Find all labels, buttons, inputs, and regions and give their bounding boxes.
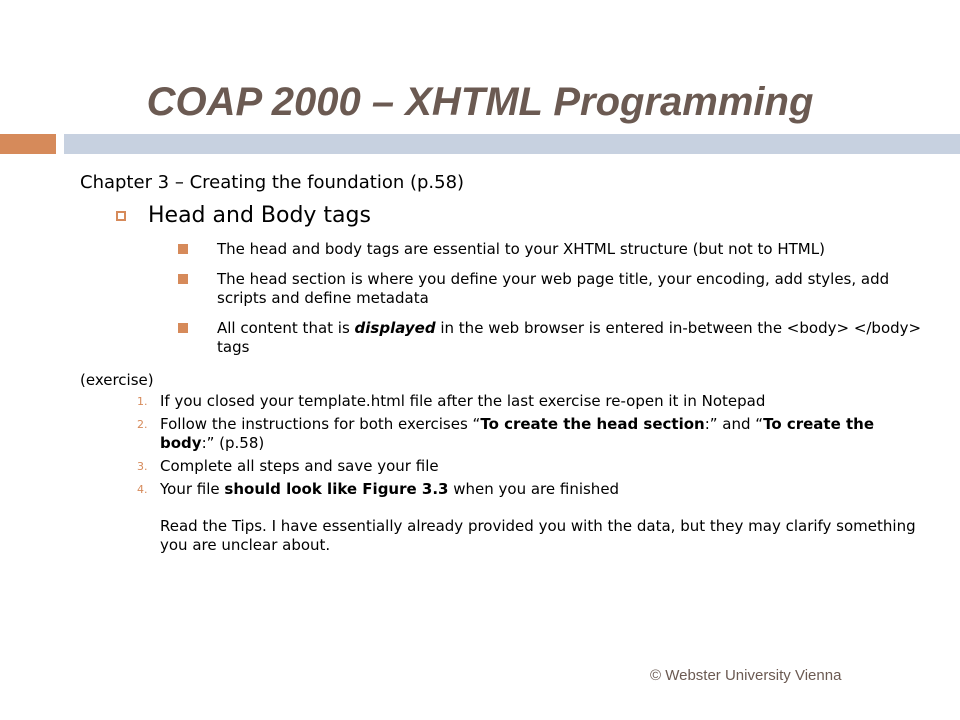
bullet-text-after: in the web browser is entered in-between the <body> </body> tags xyxy=(217,319,922,356)
step-text-part: when you are finished xyxy=(448,480,620,498)
slide-subtitle: Chapter 3 – Creating the foundation (p.58) xyxy=(80,172,465,193)
step-number: 2. xyxy=(137,418,148,431)
bullet-list xyxy=(176,240,930,357)
step-item xyxy=(137,480,930,499)
step-bold-head: To create the head section xyxy=(480,415,705,433)
step-number: 4. xyxy=(137,483,148,496)
step-text-part: :” and “ xyxy=(704,415,764,433)
tips-note: Read the Tips. I have essentially already provided you with the data, but they may clarify something you are unclear about. xyxy=(160,517,916,554)
accent-bar-right xyxy=(64,134,960,154)
heading-item xyxy=(114,203,930,228)
step-bold: should look like Figure 3.3 xyxy=(224,480,449,498)
step-number: 3. xyxy=(137,460,148,473)
step-number: 1. xyxy=(137,395,148,408)
step-item xyxy=(137,457,930,476)
exercise-label: (exercise) xyxy=(80,371,154,389)
bullet-text: The head section is where you define your web page title, your encoding, add styles, add scripts and define metadata xyxy=(217,270,890,307)
step-text-part: Your file xyxy=(160,480,225,498)
slide-content xyxy=(80,172,930,570)
section-heading: Head and Body tags xyxy=(148,203,371,228)
step-item xyxy=(137,415,930,453)
bullet-emphasis: displayed xyxy=(354,319,436,337)
step-item xyxy=(137,392,930,411)
accent-bar-left xyxy=(0,134,56,154)
step-text-part: Follow the instructions for both exercises “ xyxy=(160,415,481,433)
bullet-item xyxy=(176,319,930,357)
step-bold-body: To create the body xyxy=(160,415,875,452)
bullet-square-icon xyxy=(178,244,188,254)
bullet-text-before: All content that is xyxy=(217,319,355,337)
bullet-text: The head and body tags are essential to your XHTML structure (but not to HTML) xyxy=(217,240,825,258)
square-bullet-icon xyxy=(114,211,128,221)
bullet-item xyxy=(176,240,930,259)
step-text: Complete all steps and save your file xyxy=(160,457,439,475)
footer-copyright: © Webster University Vienna xyxy=(650,667,842,684)
bullet-item xyxy=(176,270,930,308)
step-text: If you closed your template.html file after the last exercise re-open it in Notepad xyxy=(160,392,766,410)
bullet-square-icon xyxy=(178,323,188,333)
slide-title: COAP 2000 – XHTML Programming xyxy=(146,80,814,124)
bullet-square-icon xyxy=(178,274,188,284)
step-text-part: :” (p.58) xyxy=(201,434,265,452)
steps-list xyxy=(137,392,930,499)
